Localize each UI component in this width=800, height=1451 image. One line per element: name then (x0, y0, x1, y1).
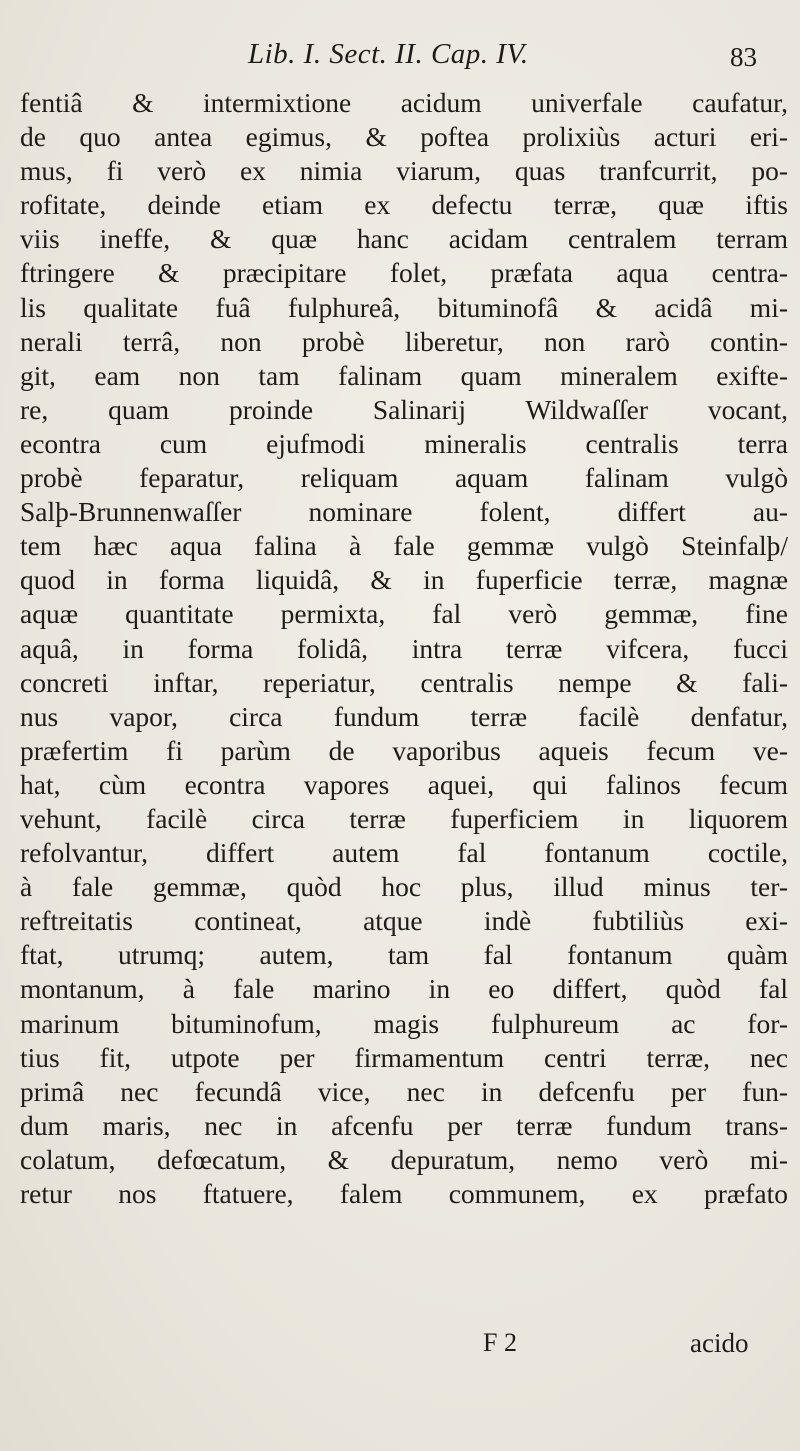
text-line: de quo antea egimus, & poftea prolixiùs acturi eri- (20, 121, 788, 153)
text-line: nus vapor, circa fundum terræ facilè denfatur, (20, 700, 788, 732)
text-line: rofitate, deinde etiam ex defectu terræ, quæ iftis (20, 189, 788, 221)
text-line: ftringere & præcipitare folet, præfata aqua centra- (20, 257, 788, 289)
text-line: git, eam non tam falinam quam mineralem exifte- (20, 359, 788, 391)
text-line: tius fit, utpote per firmamentum centri terræ, nec (20, 1041, 788, 1073)
text-line: aquæ quantitate permixta, fal verò gemmæ, fine (20, 598, 788, 630)
page-number: 83 (730, 42, 757, 72)
text-line: vehunt, facilè circa terræ fuperficiem in liquorem (20, 802, 788, 834)
text-line: probè feparatur, reliquam aquam falinam vulgò (20, 462, 788, 494)
text-line: nerali terrâ, non probè liberetur, non rarò contin- (20, 325, 788, 357)
text-line: marinum bituminofum, magis fulphureum ac for- (20, 1007, 788, 1039)
page-footer (0, 1328, 800, 1368)
text-line: concreti inftar, reperiatur, centralis nempe & fali- (20, 666, 788, 698)
text-line: retur nos ftatuere, falem communem, ex præfato (20, 1178, 788, 1209)
text-line: dum maris, nec in afcenfu per terræ fundum trans- (20, 1109, 788, 1141)
text-line: præfertim fi parùm de vaporibus aqueis fecum ve- (20, 734, 788, 766)
text-line: viis ineffe, & quæ hanc acidam centralem terram (20, 223, 788, 255)
text-line: tem hæc aqua falina à fale gemmæ vulgò Steinfalþ/ (20, 530, 788, 562)
catchword: acido (690, 1328, 749, 1358)
page-header (0, 38, 800, 78)
text-line: primâ nec fecundâ vice, nec in defcenfu per fun- (20, 1075, 788, 1107)
text-line: re, quam proinde Salinarij Wildwaſſer vocant, (20, 393, 788, 425)
text-line: econtra cum ejufmodi mineralis centralis terra (20, 427, 788, 459)
text-line: aquâ, in forma folidâ, intra terræ vifcera, fucci (20, 632, 788, 664)
body-text (20, 86, 788, 1211)
text-line: mus, fi verò ex nimia viarum, quas tranfcurrit, po- (20, 155, 788, 187)
text-line: reftreitatis contineat, atque indè fubtiliùs exi- (20, 905, 788, 937)
text-line: montanum, à fale marino in eo differt, quòd fal (20, 973, 788, 1005)
text-line: colatum, defœcatum, & depuratum, nemo verò mi- (20, 1143, 788, 1175)
text-line: quod in forma liquidâ, & in fuperficie terræ, magnæ (20, 564, 788, 596)
text-line: ftat, utrumq; autem, tam fal fontanum quàm (20, 939, 788, 971)
running-head: Lib. I. Sect. II. Cap. IV. (248, 38, 529, 70)
text-line: Salþ-Brunnenwaſſer nominare folent, differt au- (20, 496, 788, 528)
text-line: fentiâ & intermixtione acidum univerfale caufatur, (20, 87, 788, 118)
text-line: à fale gemmæ, quòd hoc plus, illud minus ter- (20, 871, 788, 903)
signature-mark: F 2 (483, 1328, 517, 1357)
text-line: refolvantur, differt autem fal fontanum coctile, (20, 837, 788, 869)
text-line: lis qualitate fuâ fulphureâ, bituminofâ & acidâ mi- (20, 291, 788, 323)
text-line: hat, cùm econtra vapores aquei, qui falinos fecum (20, 768, 788, 800)
